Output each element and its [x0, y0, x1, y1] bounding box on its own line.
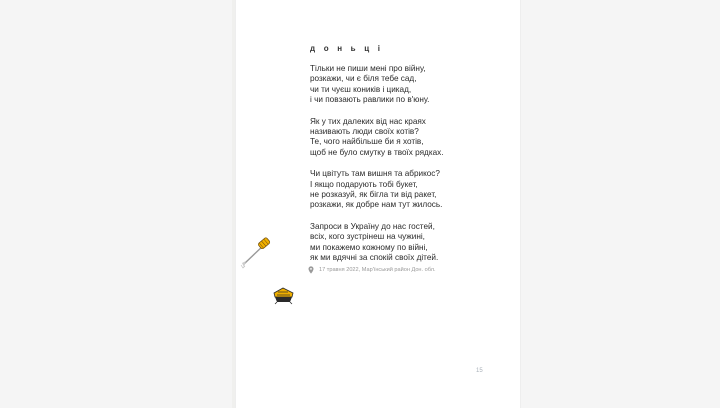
- poem-line: Тільки не пиши мені про війну,: [310, 64, 426, 73]
- poem-line: не розказуй, як бігла ти від ракет,: [310, 189, 437, 199]
- poem-line: як ми вдячні за спокій своїх дітей.: [310, 252, 439, 262]
- beetle-illustration: [270, 287, 296, 305]
- poem-line: І якщо подарують тобі букет,: [310, 179, 418, 189]
- poem-line: ми покажемо кожному по війні,: [310, 242, 428, 252]
- stanza-2: [310, 117, 510, 158]
- poem-line: Запроси в Україну до нас гостей,: [310, 222, 435, 232]
- poem-line: Чи цвітуть там вишня та абрикос?: [310, 169, 440, 179]
- poem-line: всіх, кого зустрінеш на чужині,: [310, 232, 425, 242]
- poem-line: і чи повзають равлики по в'юну.: [310, 94, 430, 104]
- poem-line: Як у тих далеких від нас краях: [310, 116, 426, 126]
- stanza-4: [310, 222, 510, 263]
- poem-line: розкажи, як добре нам тут жилось.: [310, 200, 443, 210]
- stanza-3: [310, 169, 510, 210]
- poem-meta: [308, 266, 436, 274]
- poem-line: Те, чого найбільше би я хотів,: [310, 137, 424, 147]
- poem-line: щоб не було смутку в твоїх рядках.: [310, 147, 444, 157]
- location-pin-icon: [308, 266, 314, 274]
- page-number: 15: [476, 368, 483, 374]
- poem-line: розкажи, чи є біля тебе сад,: [310, 74, 417, 84]
- mop-illustration: [240, 234, 274, 270]
- poem-body: [310, 64, 510, 275]
- date-place: 17 травня 2022, Мар'їнський район Дон. обл.: [319, 267, 436, 273]
- poem-line: чи ти чуєш коників і цикад,: [310, 84, 412, 94]
- poem-line: називають люди своїх котів?: [310, 126, 419, 136]
- poem-title: д о н ь ц і: [310, 44, 384, 53]
- stanza-1: [310, 64, 510, 105]
